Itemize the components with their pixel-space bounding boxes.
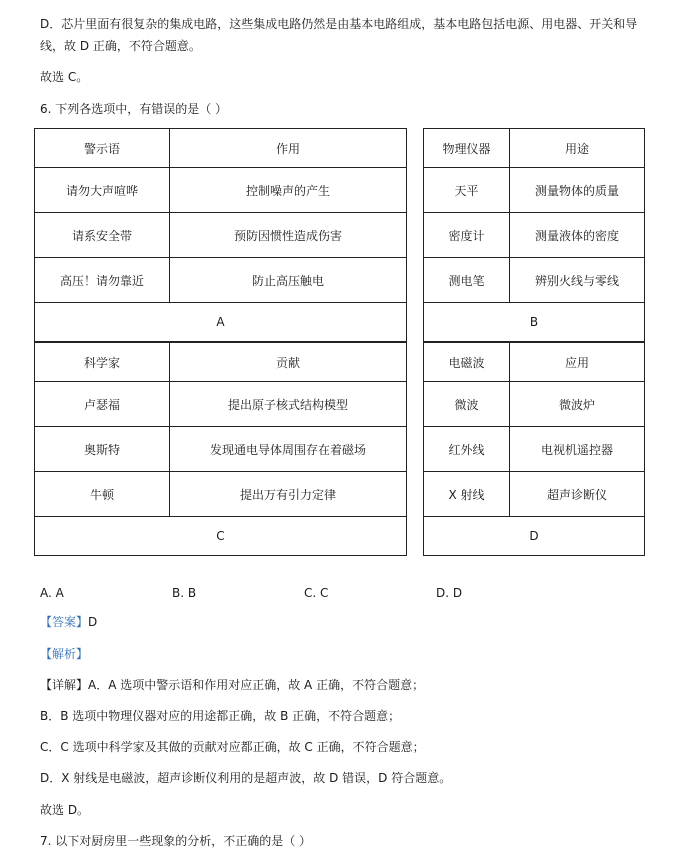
table-caption-row <box>35 303 407 342</box>
answer-value: D <box>88 615 98 629</box>
table-header-cell: 警示语 <box>35 129 170 168</box>
table-cell: 密度计 <box>424 213 510 258</box>
table-row <box>35 258 407 303</box>
intro-line-1: D．芯片里面有很复杂的集成电路，这些集成电路仍然是由基本电路组成，基本电路包括电源、用电器、开关和导 <box>40 17 638 31</box>
table-caption: C <box>35 517 407 556</box>
intro-line-2: 线，故 D 正确，不符合题意。 <box>40 39 201 53</box>
question-6-stem: 6. 下列各选项中，有错误的是（ ） <box>40 102 228 116</box>
table-cell: 提出原子核式结构模型 <box>170 382 407 427</box>
table-d <box>423 342 645 556</box>
table-cell: 发现通电导体周围存在着磁场 <box>170 427 407 472</box>
explanation-line-1: 【详解】A．A 选项中警示语和作用对应正确，故 A 正确，不符合题意； <box>40 678 425 692</box>
table-header-cell: 应用 <box>510 343 645 382</box>
table-cell: 高压！请勿靠近 <box>35 258 170 303</box>
analysis-label: 【解析】 <box>40 647 89 661</box>
table-header-cell: 电磁波 <box>424 343 510 382</box>
option-b[interactable]: B. B <box>172 586 197 600</box>
table-caption: B <box>424 303 645 342</box>
table-header-cell: 贡献 <box>170 343 407 382</box>
table-cell: 请勿大声喧哗 <box>35 168 170 213</box>
table-cell: X 射线 <box>424 472 510 517</box>
table-caption: D <box>424 517 645 556</box>
table-caption: A <box>35 303 407 342</box>
option-a[interactable]: A. A <box>40 586 64 600</box>
question-6-conclusion: 故选 D。 <box>40 803 90 817</box>
table-caption-row <box>424 517 645 556</box>
table-cell: 微波炉 <box>510 382 645 427</box>
question-7-stem: 7. 以下对厨房里一些现象的分析，不正确的是（ ） <box>40 834 312 848</box>
table-row <box>35 129 407 168</box>
table-caption-row <box>35 517 407 556</box>
table-row <box>424 213 645 258</box>
table-row <box>35 427 407 472</box>
table-row <box>35 472 407 517</box>
table-row <box>424 168 645 213</box>
table-header-cell: 物理仪器 <box>424 129 510 168</box>
table-cell: 卢瑟福 <box>35 382 170 427</box>
option-d[interactable]: D. D <box>436 586 463 600</box>
table-cell: 测电笔 <box>424 258 510 303</box>
table-cell: 测量物体的质量 <box>510 168 645 213</box>
table-header-cell: 科学家 <box>35 343 170 382</box>
answer-label: 【答案】 <box>40 615 89 629</box>
table-row <box>35 213 407 258</box>
table-row <box>424 129 645 168</box>
table-cell: 超声诊断仪 <box>510 472 645 517</box>
table-cell: 提出万有引力定律 <box>170 472 407 517</box>
intro-conclusion: 故选 C。 <box>40 70 89 84</box>
explanation-line-2: B．B 选项中物理仪器对应的用途都正确，故 B 正确，不符合题意； <box>40 709 401 723</box>
answer-line <box>40 614 97 630</box>
explanation-line-3: C．C 选项中科学家及其做的贡献对应都正确，故 C 正确，不符合题意； <box>40 740 425 754</box>
table-row <box>424 258 645 303</box>
table-row <box>424 427 645 472</box>
table-header-cell: 作用 <box>170 129 407 168</box>
table-cell: 控制噪声的产生 <box>170 168 407 213</box>
answer-options <box>40 585 640 601</box>
table-cell: 奥斯特 <box>35 427 170 472</box>
table-a <box>34 128 407 342</box>
table-cell: 牛顿 <box>35 472 170 517</box>
table-caption-row <box>424 303 645 342</box>
table-row <box>35 168 407 213</box>
table-header-cell: 用途 <box>510 129 645 168</box>
table-row <box>424 382 645 427</box>
table-c <box>34 342 407 556</box>
table-cell: 天平 <box>424 168 510 213</box>
table-cell: 辨别火线与零线 <box>510 258 645 303</box>
table-cell: 微波 <box>424 382 510 427</box>
table-row <box>35 343 407 382</box>
table-cell: 红外线 <box>424 427 510 472</box>
explanation-line-4: D．X 射线是电磁波，超声诊断仪利用的是超声波，故 D 错误，D 符合题意。 <box>40 771 452 785</box>
table-b <box>423 128 645 342</box>
table-row <box>424 472 645 517</box>
table-cell: 防止高压触电 <box>170 258 407 303</box>
table-cell: 测量液体的密度 <box>510 213 645 258</box>
table-cell: 电视机遥控器 <box>510 427 645 472</box>
table-row <box>35 382 407 427</box>
table-row <box>424 343 645 382</box>
option-c[interactable]: C. C <box>304 586 329 600</box>
table-cell: 请系安全带 <box>35 213 170 258</box>
table-cell: 预防因惯性造成伤害 <box>170 213 407 258</box>
